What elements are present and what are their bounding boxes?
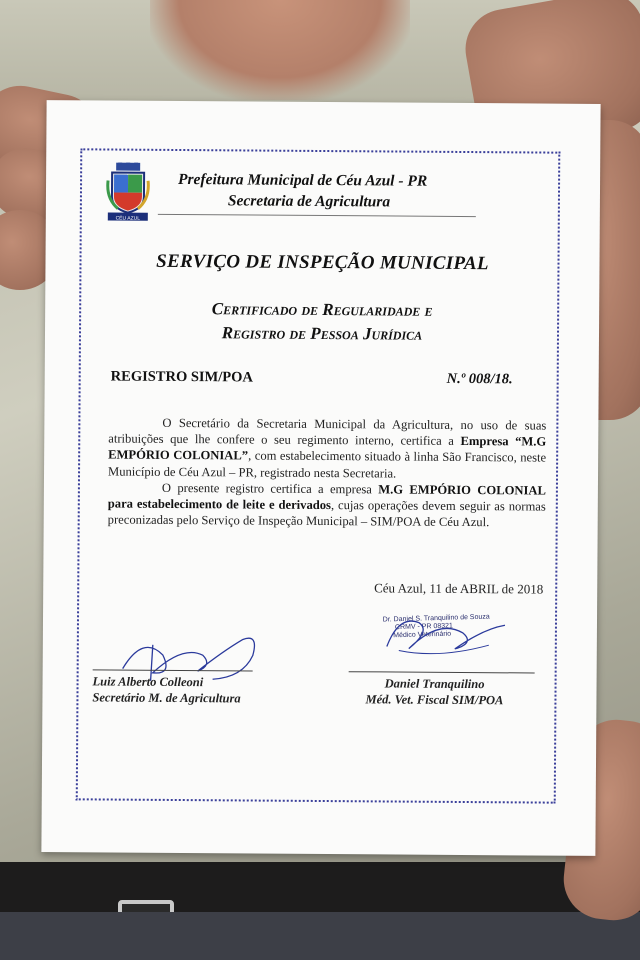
paragraph-1-text-c: , com estabelecimento situado à linha São Francisco, neste Município de Céu Azul – PR, registrado nesta Secretaria. [107,448,547,481]
paragraph-2 [108,479,546,531]
certificate-title: SERVIÇO DE INSPEÇÃO MUNICIPAL [156,250,489,275]
signer-1 [92,673,302,706]
issue-date: Céu Azul, 11 de ABRIL de 2018 [374,580,544,597]
signer-1-role: Secretário M. de Agricultura [92,690,241,706]
paragraph-2-text-c: , cujas operações devem seguir as normas preconizadas pelo Serviço de Inspeção Municipal – SIM/POA de Céu Azul. [107,498,546,530]
person-neck [150,0,410,100]
signature-2-icon [379,608,519,665]
department-name: Secretaria de Agricultura [227,192,391,211]
paragraph-1 [108,415,546,483]
activity-bold: M.G EMPÓRIO COLONIAL para estabelecimento de leite e derivados [107,482,546,513]
signer-1-name: Luiz Alberto Colleoni [92,674,204,690]
letterhead [178,169,488,213]
crest-label: CÉU AZUL [115,215,141,222]
signer-2 [334,675,534,708]
stamp-line-3: Médico Veterinário [393,630,452,640]
municipal-crest-icon [106,162,150,222]
stamp-line-1: Dr. Daniel S. Tranquilino de Souza [382,613,490,624]
subtitle-line-2: Registro de Pessoa Jurídica [221,323,423,344]
registry-label: REGISTRO SIM/POA [110,368,253,386]
subtitle-line-1: Certificado de Regularidade e [211,299,433,320]
paragraph-1-text-a: O Secretário da Secretaria Municipal da Agricultura, no uso de suas atribuições que lhe confere o seu regimento interno, certifica a [108,415,547,449]
stamp-line-2: CRMV - PR 08321 [394,622,454,632]
trousers [0,912,640,960]
signer-2-name: Daniel Tranquilino [384,676,485,692]
signer-2-role: Méd. Vet. Fiscal SIM/POA [365,692,504,708]
municipality-name: Prefeitura Municipal de Céu Azul - PR [178,170,428,190]
paragraph-2-text-a: O presente registro certifica a empresa [161,480,379,497]
certificate-subtitle [45,296,599,348]
certificate-body [108,415,547,531]
belt [0,862,640,912]
registry-number: N.º 008/18. [446,370,513,388]
company-name-bold: Empresa “M.G EMPÓRIO COLONIAL” [108,434,547,463]
certificate-paper [41,100,600,856]
